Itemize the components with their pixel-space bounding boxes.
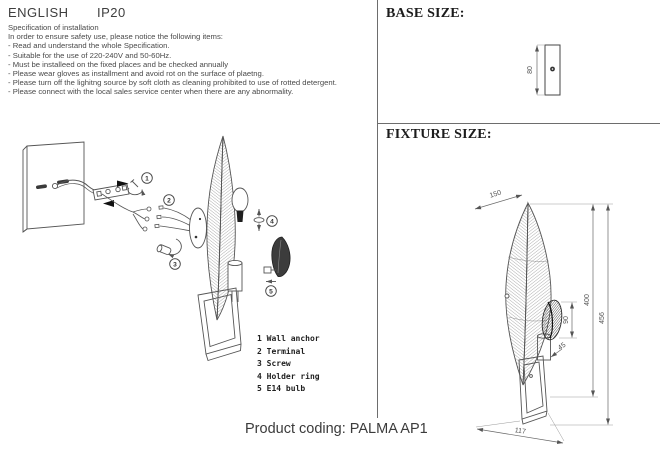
spec-intro: In order to ensure safety use, please notice the following items:: [8, 32, 223, 42]
callout-3: [170, 259, 181, 270]
parts-legend: [257, 333, 320, 396]
fixture-size-title: FIXTURE SIZE:: [386, 127, 492, 142]
dim-150: [475, 189, 522, 209]
dim-45: [551, 342, 567, 357]
specification-text: [8, 23, 372, 97]
screw-icon: [156, 239, 181, 255]
legend-item: 5 E14 bulb: [257, 384, 306, 394]
svg-text:400: 400: [584, 294, 591, 306]
callout-5: [266, 286, 277, 297]
spec-item: - Please connect with the local sales service center when there are any abnormality.: [8, 87, 294, 97]
base-size-drawing: [520, 35, 580, 105]
spec-title: Specification of installation: [8, 23, 99, 32]
callout-2: [164, 195, 175, 206]
holder-ring-icon: [254, 209, 264, 231]
svg-text:80: 80: [527, 66, 534, 74]
callout-4: [267, 216, 278, 227]
language-label: ENGLISH: [8, 5, 69, 20]
svg-text:5: 5: [269, 288, 273, 296]
svg-text:2: 2: [167, 197, 171, 205]
spec-item: - Must be installeed on the fixed places and be checked annually: [8, 59, 229, 69]
spec-item: - Suitable for the use of 220-240V and 50-60Hz.: [8, 50, 172, 60]
spec-item: - Please wear gloves as installment and avoid rot on the surface of plaetng.: [8, 69, 264, 79]
callout-1: [142, 173, 153, 184]
svg-text:456: 456: [599, 312, 606, 324]
base-size-title: BASE SIZE:: [386, 6, 465, 21]
legend-item: 2 Terminal: [257, 346, 306, 356]
base-screw-hole-center: [552, 68, 554, 70]
legend-item: 4 Holder ring: [257, 371, 320, 381]
svg-text:150: 150: [488, 189, 503, 200]
svg-text:45: 45: [556, 341, 568, 352]
vertical-divider: [377, 0, 378, 418]
svg-text:1: 1: [145, 175, 149, 183]
socket-drawing: [228, 260, 242, 302]
lamp-wires: [155, 206, 191, 231]
legend-item: 1 Wall anchor: [257, 334, 320, 343]
dim-117: [476, 413, 564, 443]
svg-text:90: 90: [563, 316, 570, 324]
mounting-bracket-drawing: [93, 184, 129, 200]
ip-rating-label: IP20: [97, 5, 126, 20]
horizontal-divider: [378, 123, 660, 124]
spec-item: - Read and understand the whole Specification.: [8, 41, 170, 51]
fixture-size-drawing: [380, 145, 660, 445]
svg-text:4: 4: [270, 218, 274, 226]
screw-turn-icon: [128, 180, 142, 195]
legend-item: 3 Screw: [257, 359, 291, 369]
assembled-lamp-side-view: [264, 237, 290, 277]
svg-text:117: 117: [514, 427, 527, 436]
svg-text:3: 3: [173, 261, 177, 269]
spec-item: - Please turn off the lighitng source by soft cloth as cleaning prohibited to use of rotted detergent.: [8, 78, 337, 88]
product-coding: Product coding: PALMA AP1: [245, 421, 428, 437]
base-height-dimension: [527, 45, 544, 95]
canopy-drawing: [190, 208, 207, 248]
wall-wires: [102, 194, 151, 231]
